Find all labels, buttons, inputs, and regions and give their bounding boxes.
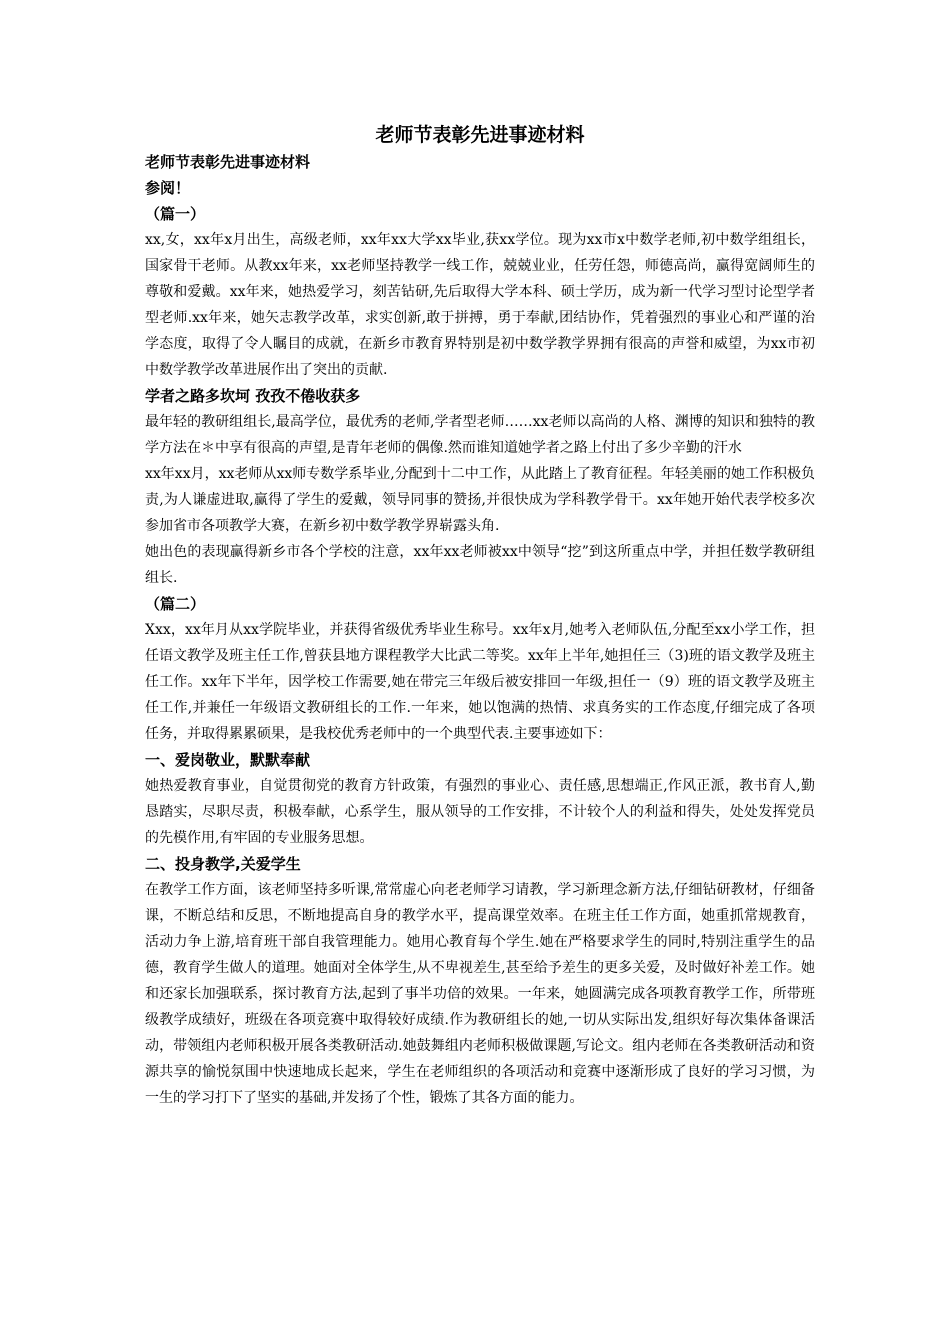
part1-section-paragraph: xx年xx月，xx老师从xx师专数学系毕业,分配到十二中工作，从此踏上了教育征程。年轻美丽的她工作积极负责,为人谦虚进取,赢得了学生的爱戴，领导同事的赞扬,并很快成为学科教学骨干。xx年她开始代表学校多次参加省市各项教学大赛，在新乡初中数学教学界崭露头角. (145, 466, 815, 534)
part2-heading-1: 一、爱岗敬业，默默奉献 (145, 751, 311, 769)
part2-heading-2: 二、投身教学,关爱学生 (145, 855, 301, 873)
part1-paragraph: xx,女，xx年x月出生，高级老师，xx年xx大学xx毕业,获xx学位。现为xx市x中数学老师,初中数学组组长，国家骨干老师。从教xx年来，xx老师坚持教学一线工作，兢兢业业，任劳任怨，师德高尚，赢得宽阔师生的尊敬和爱戴。xx年来，她热爱学习，刻苦钻研,先后取得大学本科、硕士学历，成为新一代学习型讨论型学者型老师.xx年来，她矢志教学改革，求实创新,敢于拼搏，勇于奉献,团结协作，凭着强烈的事业心和严谨的治学态度，取得了令人瞩目的成就，在新乡市教育界特别是初中数学教学界拥有很高的声誉和威望，为xx市初中数学教学改革进展作出了突出的贡献. (145, 232, 815, 378)
part1-section-heading: 学者之路多坎坷 孜孜不倦收获多 (145, 387, 361, 405)
document-title: 老师节表彰先进事迹材料 (375, 124, 585, 146)
intro-label: 参阅！ (145, 179, 191, 197)
document-page (145, 121, 815, 1111)
part2-paragraph-1: 她热爱教育事业，自觉贯彻党的教育方针政策，有强烈的事业心、责任感,思想端正,作风正派，教书育人,勤恳踏实，尽职尽责，积极奉献，心系学生，服从领导的工作安排，不计较个人的利益和得失，处处发挥党员的先模作用,有牢固的专业服务思想。 (145, 778, 815, 846)
part1-section-paragraph: 她出色的表现赢得新乡市各个学校的注意，xx年xx老师被xx中领导“挖”到这所重点中学，并担任数学教研组组长. (145, 544, 815, 586)
document-subtitle: 老师节表彰先进事迹材料 (145, 153, 311, 171)
part2-intro-paragraph: Xxx，xx年月从xx学院毕业，并获得省级优秀毕业生称号。xx年x月,她考入老师队伍,分配至xx小学工作，担任语文教学及班主任工作,曾获县地方课程教学大比武二等奖。xx年上半年,她担任三（3)班的语文教学及班主任工作。xx年下半年，因学校工作需要,她在带完三年级后被安排回一年级,担任一（9）班的语文教学及班主任工作,并兼任一年级语文教研组长的工作.一年来，她以饱满的热情、求真务实的工作态度,仔细完成了各项任务，并取得累累硕果，是我校优秀老师中的一个典型代表.主要事迹如下： (145, 622, 815, 742)
part1-section-paragraph: 最年轻的教研组组长,最高学位，最优秀的老师,学者型老师……xx老师以高尚的人格、渊博的知识和独特的教学方法在＊中享有很高的声望,是青年老师的偶像.然而谁知道她学者之路上付出了多少辛勤的汗水 (145, 414, 815, 456)
part2-paragraph-2: 在教学工作方面，该老师坚持多听课,常常虚心向老老师学习请教，学习新理念新方法,仔细钻研教材，仔细备课，不断总结和反思，不断地提高自身的教学水平，提高课堂效率。在班主任工作方面，她重抓常规教育，活动力争上游,培育班干部自我管理能力。她用心教育每个学生.她在严格要求学生的同时,特别注重学生的品德，教育学生做人的道理。她面对全体学生,从不卑视差生,甚至给予差生的更多关爱，及时做好补差工作。她和还家长加强联系，探讨教育方法,起到了事半功倍的效果。一年来，她圆满完成各项教育教学工作，所带班级教学成绩好，班级在各项竞赛中取得较好成绩.作为教研组长的她,一切从实际出发,组织好每次集体备课活动，带领组内老师积极开展各类教研活动.她鼓舞组内老师积极做课题,写论文。组内老师在各类教研活动和资源共享的愉悦氛围中快速地成长起来，学生在老师组织的各项活动和竞赛中逐渐形成了良好的学习习惯，为一生的学习打下了坚实的基础,并发扬了个性，锻炼了其各方面的能力。 (145, 882, 815, 1106)
part1-label: （篇一） (145, 205, 206, 223)
part2-label: （篇二） (145, 595, 206, 613)
